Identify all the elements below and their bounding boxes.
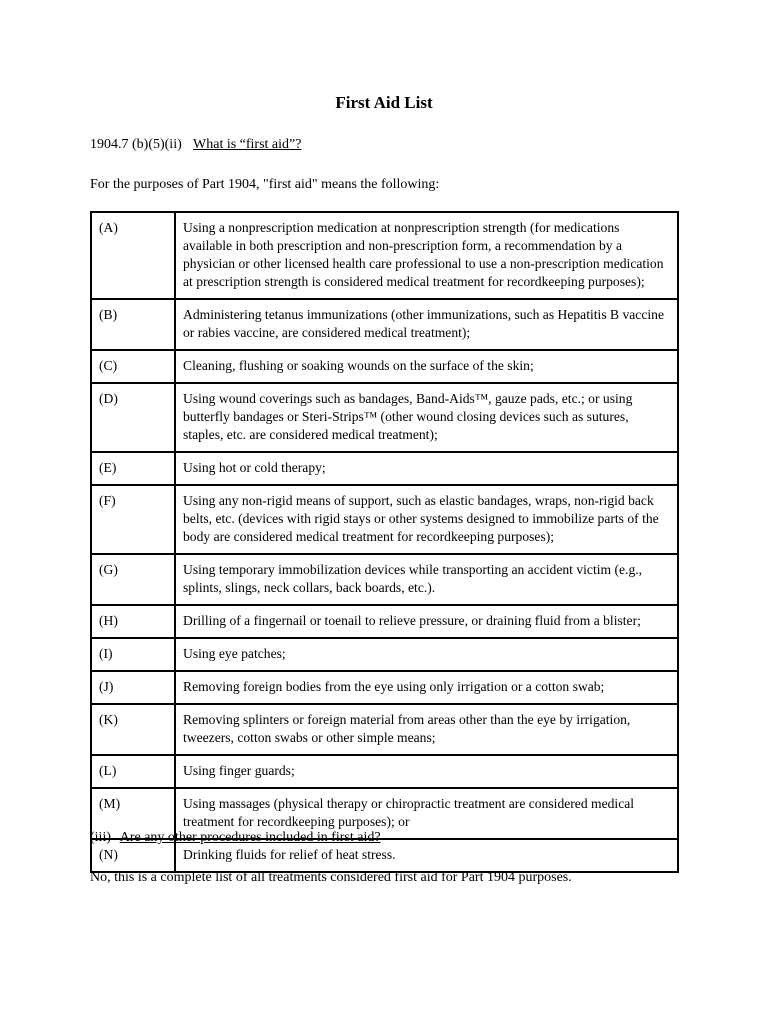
table-row <box>91 554 678 605</box>
table-row <box>91 638 678 671</box>
followup-reference: (iii) <box>90 830 111 845</box>
item-letter: (G) <box>91 554 175 605</box>
item-letter: (F) <box>91 485 175 554</box>
item-description: Using hot or cold therapy; <box>175 452 678 485</box>
item-letter: (J) <box>91 671 175 704</box>
table-row <box>91 605 678 638</box>
followup-question-text: Are any other procedures included in first aid? <box>119 830 381 845</box>
item-letter: (A) <box>91 212 175 299</box>
question-text: What is “first aid”? <box>193 137 302 152</box>
table-row <box>91 383 678 452</box>
item-description: Using a nonprescription medication at nonprescription strength (for medications available in both prescription and non-prescription form, a recommendation by a physician or other licensed health care professional to use a non-prescription medication at prescription strength is considered medical treatment for recordkeeping purposes); <box>175 212 678 299</box>
item-letter: (M) <box>91 788 175 839</box>
item-letter: (E) <box>91 452 175 485</box>
first-aid-table <box>90 211 679 873</box>
table-row <box>91 212 678 299</box>
question-line <box>90 136 301 154</box>
table-row <box>91 755 678 788</box>
answer-text: No, this is a complete list of all treatments considered first aid for Part 1904 purposes. <box>90 870 572 885</box>
item-description: Removing foreign bodies from the eye using only irrigation or a cotton swab; <box>175 671 678 704</box>
table-row <box>91 350 678 383</box>
item-description: Drilling of a fingernail or toenail to relieve pressure, or draining fluid from a blister; <box>175 605 678 638</box>
item-description: Using eye patches; <box>175 638 678 671</box>
table-row <box>91 299 678 350</box>
item-description: Removing splinters or foreign material from areas other than the eye by irrigation, tweezers, cotton swabs or other simple means; <box>175 704 678 755</box>
first-aid-table-body <box>91 212 678 872</box>
item-letter: (B) <box>91 299 175 350</box>
table-row <box>91 485 678 554</box>
item-description: Using finger guards; <box>175 755 678 788</box>
item-description: Using any non-rigid means of support, such as elastic bandages, wraps, non-rigid back belts, etc. (devices with rigid stays or other systems designed to immobilize parts of the body are considered medical treatment for recordkeeping purposes); <box>175 485 678 554</box>
item-letter: (K) <box>91 704 175 755</box>
table-row <box>91 452 678 485</box>
item-description: Administering tetanus immunizations (other immunizations, such as Hepatitis B vaccine or rabies vaccine, are considered medical treatment); <box>175 299 678 350</box>
item-description: Using wound coverings such as bandages, Band-Aids™, gauze pads, etc.; or using butterfly bandages or Steri-Strips™ (other wound closing devices such as sutures, staples, etc. are considered medical treatment); <box>175 383 678 452</box>
item-description: Using temporary immobilization devices while transporting an accident victim (e.g., splints, slings, neck collars, back boards, etc.). <box>175 554 678 605</box>
item-letter: (I) <box>91 638 175 671</box>
item-description: Cleaning, flushing or soaking wounds on the surface of the skin; <box>175 350 678 383</box>
question-reference: 1904.7 (b)(5)(ii) <box>90 137 182 152</box>
item-letter: (D) <box>91 383 175 452</box>
table-row <box>91 704 678 755</box>
item-letter: (L) <box>91 755 175 788</box>
item-description: Drinking fluids for relief of heat stress. <box>175 839 678 872</box>
item-letter: (C) <box>91 350 175 383</box>
page-title: First Aid List <box>335 93 433 112</box>
item-letter: (N) <box>91 839 175 872</box>
followup-question-line <box>90 829 381 847</box>
intro-text: For the purposes of Part 1904, "first aid" means the following: <box>90 177 440 192</box>
table-row <box>91 671 678 704</box>
item-letter: (H) <box>91 605 175 638</box>
item-description: Using massages (physical therapy or chiropractic treatment are considered medical treatment for recordkeeping purposes); or <box>175 788 678 839</box>
